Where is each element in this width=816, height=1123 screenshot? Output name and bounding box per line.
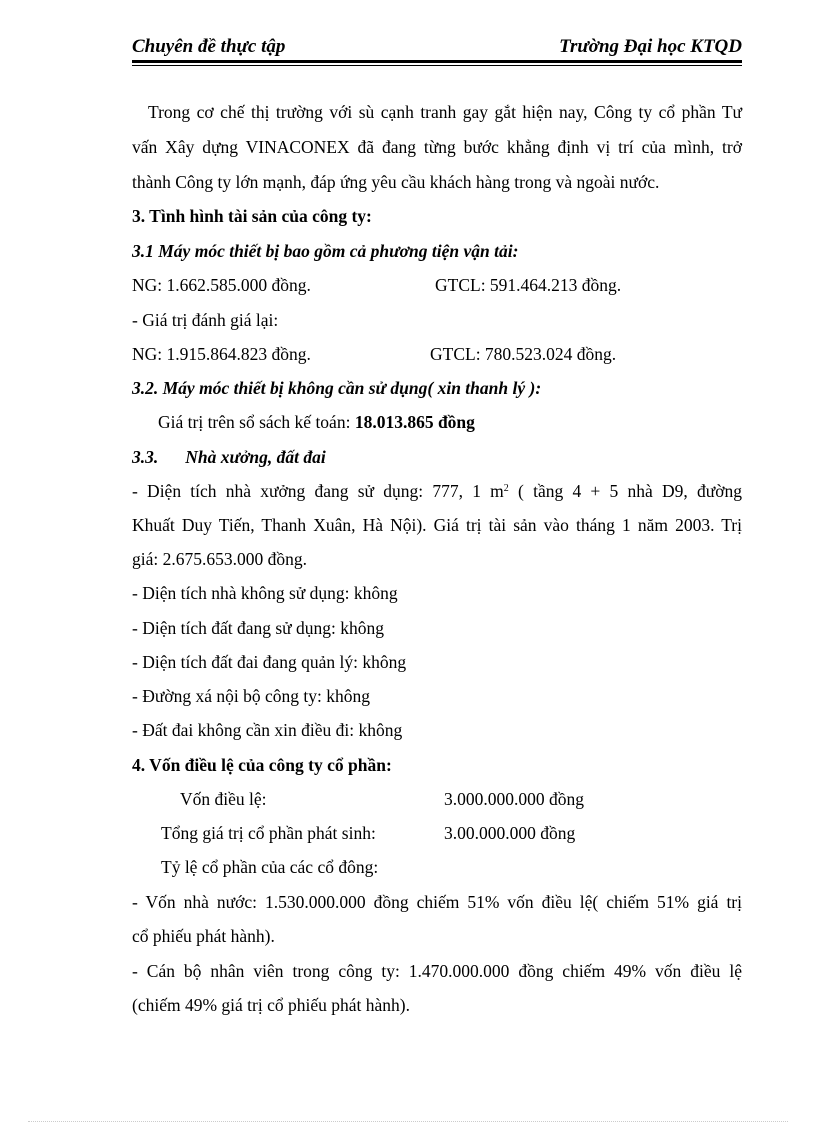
workshop-area-location: ( tầng 4 + 5 nhà D9, đường	[508, 481, 742, 501]
capital-value: 3.000.000.000 đồng	[444, 789, 584, 809]
section-3-heading: 3. Tình hình tài sản của công ty:	[132, 206, 372, 226]
section-3-1-heading: 3.1 Máy móc thiết bị bao gồm cả phương tiện vận tải:	[132, 241, 519, 261]
list-item: - Diện tích đất đang sử dụng: không	[132, 618, 385, 638]
section-3-3-title: Nhà xưởng, đất đai	[185, 447, 326, 467]
intro-line-2: vấn Xây dựng VINACONEX đã đang từng bước khẳng định vị trí của mình, trở	[132, 137, 742, 157]
workshop-area-line-3: giá: 2.675.653.000 đồng.	[132, 549, 307, 569]
ratio-label: Tỷ lệ cổ phần của các cổ đông:	[161, 857, 379, 877]
issued-shares-value: 3.00.000.000 đồng	[444, 823, 576, 843]
list-item: - Đất đai không cần xin điều đi: không	[132, 720, 403, 740]
header-rule-thick	[132, 60, 742, 63]
header-rule-thin	[132, 65, 742, 66]
intro-line-1: Trong cơ chế thị trường với sù cạnh tranh gay gắt hiện nay, Công ty cổ phần Tư	[148, 102, 742, 122]
intro-line-3: thành Công ty lớn mạnh, đáp ứng yêu cầu khách hàng trong và ngoài nước.	[132, 172, 660, 192]
ng-revalued-value: NG: 1.915.864.823 đồng.	[132, 344, 311, 364]
workshop-area-line-1	[132, 480, 742, 502]
gtcl-revalued-value: GTCL: 780.523.024 đồng.	[430, 344, 617, 364]
book-value-label: Giá trị trên sổ sách kế toán:	[158, 412, 355, 432]
state-capital-line-1: - Vốn nhà nước: 1.530.000.000 đồng chiếm 51% vốn điều lệ( chiếm 51% giá trị	[132, 892, 742, 912]
section-3-3-number: 3.3.	[132, 447, 159, 467]
square-meter-superscript: 2	[503, 483, 509, 494]
issued-shares-label: Tổng giá trị cổ phần phát sinh:	[161, 823, 376, 843]
page-header	[132, 36, 742, 60]
header-left-title: Chuyên đề thực tập	[132, 36, 286, 57]
footer-dotted-rule	[28, 1121, 788, 1122]
book-value-line	[158, 411, 475, 433]
capital-label: Vốn điều lệ:	[180, 789, 267, 809]
staff-capital-line-2: (chiếm 49% giá trị cổ phiếu phát hành).	[132, 995, 410, 1015]
list-item: - Đường xá nội bộ công ty: không	[132, 686, 370, 706]
staff-capital-line-1: - Cán bộ nhân viên trong công ty: 1.470.000.000 đồng chiếm 49% vốn điều lệ	[132, 961, 742, 981]
header-right-title: Trường Đại học KTQD	[559, 36, 742, 57]
section-3-3-heading	[132, 446, 326, 468]
workshop-area-line-2: Khuất Duy Tiến, Thanh Xuân, Hà Nội). Giá trị tài sản vào tháng 1 năm 2003. Trị	[132, 515, 742, 535]
ng-original-value: NG: 1.662.585.000 đồng.	[132, 275, 311, 295]
gtcl-original-value: GTCL: 591.464.213 đồng.	[435, 275, 622, 295]
section-4-heading: 4. Vốn điều lệ của công ty cổ phần:	[132, 755, 392, 775]
list-item: - Diện tích đất đai đang quản lý: không	[132, 652, 407, 672]
book-value-amount: 18.013.865 đồng	[354, 412, 475, 432]
state-capital-line-2: cổ phiếu phát hành).	[132, 926, 275, 946]
revaluation-label: - Giá trị đánh giá lại:	[132, 310, 279, 330]
workshop-area-text: - Diện tích nhà xưởng đang sử dụng: 777, 1 m	[132, 481, 504, 501]
list-item: - Diện tích nhà không sử dụng: không	[132, 583, 398, 603]
section-3-2-heading: 3.2. Máy móc thiết bị không cần sử dụng( xin thanh lý ):	[132, 378, 542, 398]
